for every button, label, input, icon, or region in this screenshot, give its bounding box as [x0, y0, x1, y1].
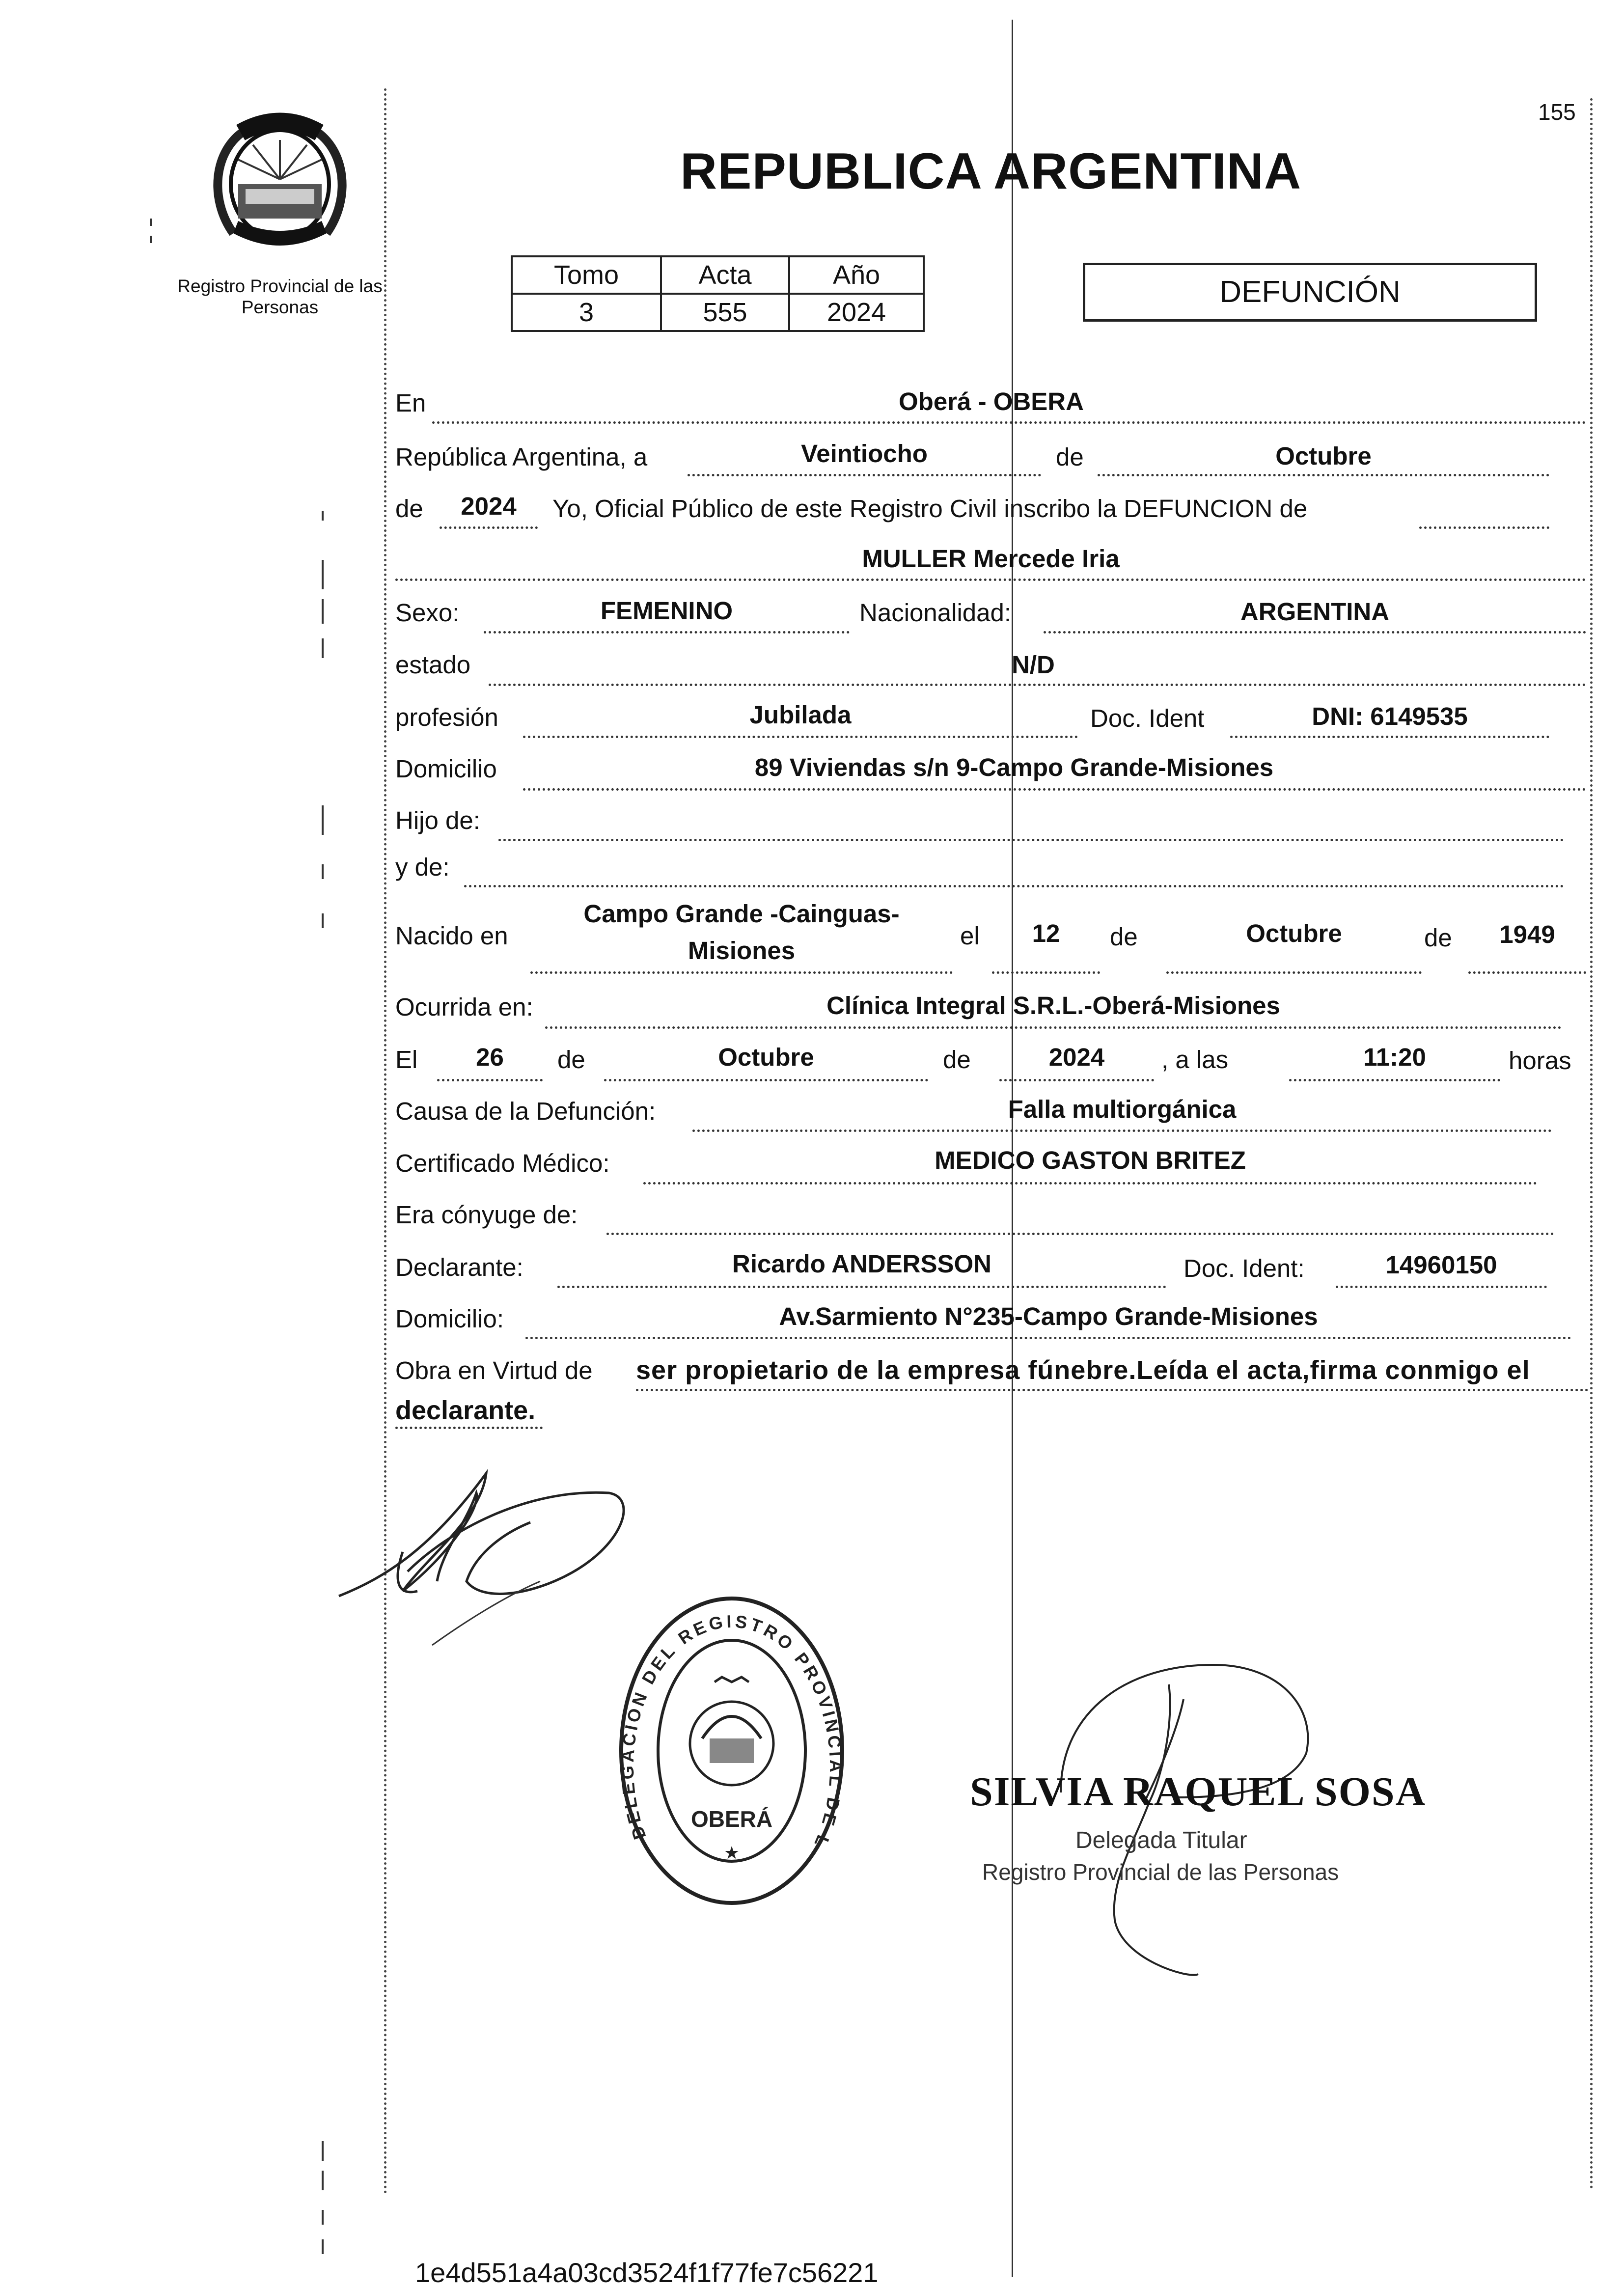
registry-value-anio: 2024 — [789, 294, 924, 331]
seal-ring-text: DELEGACION DEL REGISTRO PROVINCIAL DE L — [617, 1611, 847, 1853]
registry-header-anio: Año — [789, 256, 924, 294]
value-domicilio: 89 Viviendas s/n 9-Campo Grande-Misiones — [754, 753, 1274, 781]
official-office: Registro Provincial de las Personas — [982, 1859, 1339, 1885]
value-nac-dia: 12 — [1032, 919, 1060, 947]
label-nacido-en: Nacido en — [395, 922, 508, 950]
page-number: 155 — [1538, 99, 1576, 125]
label-de-5: de — [557, 1046, 585, 1074]
value-obra-1: ser propietario de la empresa fúnebre.Leída el acta,firma conmigo el — [636, 1355, 1530, 1385]
value-obra-2: declarante. — [395, 1396, 536, 1425]
value-nacido-en-2: Misiones — [688, 937, 796, 965]
label-de-3: de — [1110, 923, 1138, 951]
label-el-cap: El — [395, 1046, 418, 1074]
label-hijo-de: Hijo de: — [395, 806, 480, 834]
declarant-signature — [319, 1434, 663, 1680]
coat-of-arms-icon — [199, 110, 361, 253]
value-profesion: Jubilada — [749, 701, 852, 729]
value-estado: N/D — [1012, 651, 1055, 679]
value-declarante: Ricardo ANDERSSON — [732, 1250, 992, 1278]
label-en: En — [395, 389, 426, 417]
label-republica: República Argentina, a — [395, 443, 648, 471]
label-ocurrida-en: Ocurrida en: — [395, 993, 533, 1021]
value-lugar: Oberá - OBERA — [899, 387, 1084, 415]
label-de-1: de — [1056, 443, 1084, 471]
label-de-4: de — [1424, 924, 1452, 952]
value-def-dia: 26 — [476, 1043, 504, 1071]
value-ocurrida-en: Clínica Integral S.R.L.-Oberá-Misiones — [826, 992, 1280, 1020]
value-declarante-doc: 14960150 — [1385, 1251, 1497, 1279]
label-a-las: , a las — [1161, 1046, 1229, 1074]
left-margin-line — [384, 88, 386, 2195]
label-de-2: de — [395, 495, 423, 523]
label-y-de: y de: — [395, 853, 450, 881]
label-certificado: Certificado Médico: — [395, 1149, 610, 1177]
value-nac-mes: Octubre — [1246, 919, 1342, 947]
value-sexo: FEMENINO — [600, 597, 733, 625]
seal-city-text: OBERÁ — [690, 1806, 773, 1832]
official-name: SILVIA RAQUEL SOSA — [970, 1769, 1427, 1815]
label-sexo: Sexo: — [395, 599, 460, 627]
label-causa: Causa de la Defunción: — [395, 1097, 656, 1125]
document-hash: 1e4d551a4a03cd3524f1f77fe7c56221 — [415, 2257, 879, 2288]
registry-value-acta: 555 — [661, 294, 789, 331]
label-doc-ident: Doc. Ident — [1090, 704, 1205, 732]
label-de-6: de — [943, 1046, 971, 1074]
value-def-anio: 2024 — [1048, 1043, 1105, 1071]
label-yo-oficial: Yo, Oficial Público de este Registro Civil inscribo la DEFUNCION de — [552, 495, 1308, 523]
value-declarante-domicilio: Av.Sarmiento N°235-Campo Grande-Misiones — [779, 1302, 1318, 1330]
label-domicilio: Domicilio — [395, 755, 497, 783]
official-title: Delegada Titular — [1075, 1827, 1247, 1853]
svg-text:★: ★ — [723, 1843, 740, 1863]
label-nacionalidad: Nacionalidad: — [859, 599, 1012, 627]
act-type-label: DEFUNCIÓN — [1219, 275, 1401, 309]
registry-header-acta: Acta — [661, 256, 789, 294]
value-anio: 2024 — [461, 492, 517, 520]
label-estado: estado — [395, 651, 471, 679]
value-def-mes: Octubre — [718, 1043, 814, 1071]
value-dni: DNI: 6149535 — [1312, 702, 1468, 730]
act-type-box — [1083, 263, 1537, 322]
label-domicilio-declarante: Domicilio: — [395, 1305, 504, 1333]
issuer-name: Registro Provincial de las Personas — [177, 276, 383, 317]
page-title: REPUBLICA ARGENTINA — [680, 143, 1302, 200]
label-conyuge: Era cónyuge de: — [395, 1201, 578, 1229]
label-declarante: Declarante: — [395, 1253, 523, 1281]
province-logo — [199, 110, 361, 253]
label-el: el — [960, 922, 980, 950]
right-margin-line — [1590, 98, 1593, 2190]
value-mes: Octubre — [1275, 442, 1372, 470]
value-dia-letras: Veintiocho — [801, 440, 928, 468]
value-certificado: MEDICO GASTON BRITEZ — [935, 1146, 1246, 1174]
value-def-hora: 11:20 — [1363, 1043, 1426, 1071]
label-profesion: profesión — [395, 703, 498, 731]
official-seal — [616, 1591, 847, 1910]
value-nacionalidad: ARGENTINA — [1240, 598, 1390, 626]
value-nac-anio: 1949 — [1499, 920, 1555, 948]
registry-header-tomo: Tomo — [512, 256, 661, 294]
registry-table — [511, 255, 925, 332]
value-nombre: MULLER Mercede Iria — [862, 545, 1120, 573]
value-causa: Falla multiorgánica — [1008, 1095, 1237, 1123]
registry-value-tomo: 3 — [512, 294, 661, 331]
label-obra-en-virtud: Obra en Virtud de — [395, 1356, 593, 1384]
value-nacido-en-1: Campo Grande -Cainguas- — [583, 900, 900, 928]
label-horas: horas — [1509, 1047, 1571, 1075]
label-doc-ident-declarante: Doc. Ident: — [1184, 1254, 1305, 1282]
